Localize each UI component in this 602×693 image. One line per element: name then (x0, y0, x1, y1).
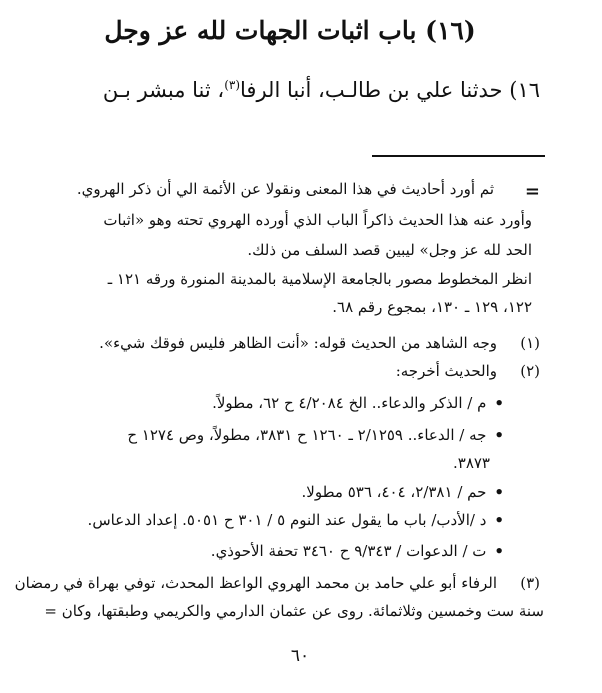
footnote-text: وجه الشاهد من الحديث قوله: «أنت الظاهر فليس فوقك شيء». (99, 334, 497, 352)
citation-text: د /الأدب/ باب ما يقول عند النوم ٥ / ٣٠١ ح ٥٠٥١. إعداد الدعاس. (87, 511, 487, 529)
footnote-text: والحديث أخرجه: (395, 362, 497, 380)
citation-item (127, 426, 504, 444)
note-line: ثم أورد أحاديث في هذا المعنى ونقولا عن الأئمة الي أن ذكر الهروي. (76, 180, 494, 198)
citation-item (88, 511, 504, 529)
citation-item (212, 394, 504, 412)
footnote-line: الرفاء أبو علي حامد بن محمد الهروي الواعظ المحدث، توفي بهراة في رمضان (14, 574, 497, 592)
bullet-icon: • (494, 542, 504, 560)
footnote-number: (٢) (520, 362, 540, 380)
note-line: انظر المخطوط مصور بالجامعة الإسلامية بالمدينة المنورة ورقه ١٢١ ـ (107, 270, 532, 288)
bullet-icon: • (494, 483, 504, 501)
bullet-icon: • (494, 426, 504, 444)
citation-text: م / الذكر والدعاء.. الخ ٤/٢٠٨٤ ح ٦٢، مطولاً. (212, 394, 487, 412)
citation-item (211, 542, 504, 560)
citation-text: ت / الدعوات / ٩/٣٤٣ ح ٣٤٦٠ تحفة الأحوذي. (210, 542, 487, 560)
continuation-mark: = (524, 181, 540, 202)
hadith-number: ١٦) (509, 78, 540, 102)
bullet-icon: • (494, 394, 504, 412)
citation-text: حم / ٢/٣٨١، ٤٠٤، ٥٣٦ مطولا. (301, 483, 487, 501)
footnote-ref: (٣) (224, 78, 241, 92)
footnote-number: (٣) (520, 574, 540, 592)
note-line: ١٢٢، ١٢٩ ـ ١٣٠، بمجوع رقم ٦٨. (332, 298, 532, 316)
note-line: وأورد عنه هذا الحديث ذاكراً الباب الذي أورده الهروي تحته وهو «اثبات (103, 211, 532, 229)
page-number: ٦٠ (290, 646, 310, 666)
footnote-line: سنة ست وخمسين وثلاثمائة. روى عن عثمان الدارمي والكريمي وطبقتها، وكان = (44, 602, 544, 620)
citation-item (302, 483, 504, 501)
chapter-heading: (١٦) باب اثبات الجهات لله عز وجل (104, 16, 476, 45)
citation-continuation: ٣٨٧٣. (452, 454, 490, 472)
bullet-icon: • (494, 511, 504, 529)
hadith-text-after: ، ثنا مبشر بـن (102, 78, 225, 102)
footnote-divider (372, 155, 545, 157)
hadith-text: حدثنا علي بن طالـب، أنبا الرفا (240, 78, 503, 102)
hadith-line (40, 78, 540, 102)
citation-text: جه / الدعاء.. ٢/١٢٥٩ ـ ١٢٦٠ ح ٣٨٣١، مطولاً، وص ١٢٧٤ ح (127, 426, 487, 444)
note-line: الحد لله عز وجل» ليبين قصد السلف من ذلك. (247, 241, 532, 259)
footnote-number: (١) (520, 334, 540, 352)
